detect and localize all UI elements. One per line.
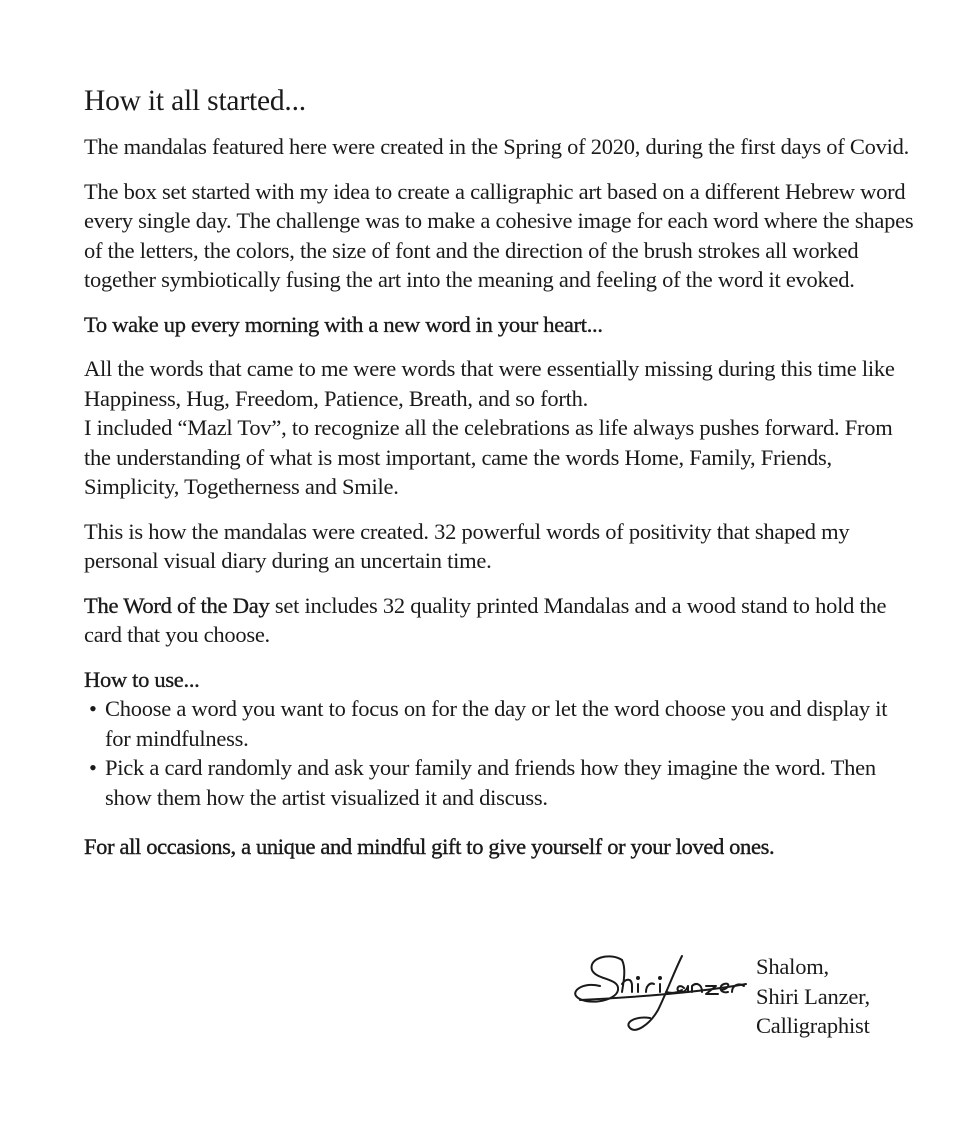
how-to-title: How to use... — [84, 666, 200, 692]
subheading: To wake up every morning with a new word in your heart... — [84, 311, 603, 337]
set-description: set includes 32 quality printed Mandalas and a wood stand to hold the card that you choose. — [84, 592, 887, 648]
set-paragraph — [84, 591, 914, 650]
closing-line: For all occasions, a unique and mindful gift to give yourself or your loved ones. — [84, 834, 775, 860]
sign-off — [756, 952, 870, 1041]
creation-paragraph: This is how the mandalas were created. 32 powerful words of positivity that shaped my personal visual diary during an uncertain time. — [84, 518, 850, 574]
list-item-text: Choose a word you want to focus on for the day or let the word choose you and display it for mindfulness. — [105, 696, 888, 751]
words-paragraph-line-1: All the words that came to me were words that were essentially missing during this time like Happiness, Hug, Freedom, Patience, Breath, and so forth. — [84, 356, 895, 411]
handwritten-signature-icon — [570, 948, 750, 1043]
list-item — [84, 694, 914, 753]
author-name: Shiri Lanzer, — [756, 983, 870, 1009]
words-paragraph — [84, 354, 914, 502]
greeting: Shalom, — [756, 954, 829, 979]
document-body — [84, 84, 914, 862]
intro-paragraph: The mandalas featured here were created in the Spring of 2020, during the first days of Covid. — [84, 134, 909, 160]
box-set-paragraph: The box set started with my idea to create a calligraphic art based on a different Hebrew word every single day. The challenge was to make a cohesive image for each word where the shapes of the letters, the colors, the size of font and the direction of the brush strokes all worked together symbiotically fusing the art into the meaning and feeling of the word it evoked. — [84, 178, 914, 293]
bullet-icon: • — [89, 755, 97, 781]
set-name: The Word of the Day — [84, 592, 270, 618]
words-paragraph-line-2: I included “Mazl Tov”, to recognize all the celebrations as life always pushes forward. From the understanding of what is most important, came the words Home, Family, Friends, Simplicity, Togetherness and Smile. — [84, 415, 893, 500]
page-title: How it all started... — [84, 85, 306, 117]
list-item-text: Pick a card randomly and ask your family and friends how they imagine the word. Then show them how the artist visualized it and discuss. — [105, 755, 876, 810]
author-role: Calligraphist — [756, 1013, 870, 1038]
signature-block — [570, 948, 910, 1048]
bullet-icon: • — [89, 696, 97, 722]
list-item — [84, 753, 914, 812]
how-to-list — [84, 694, 914, 812]
